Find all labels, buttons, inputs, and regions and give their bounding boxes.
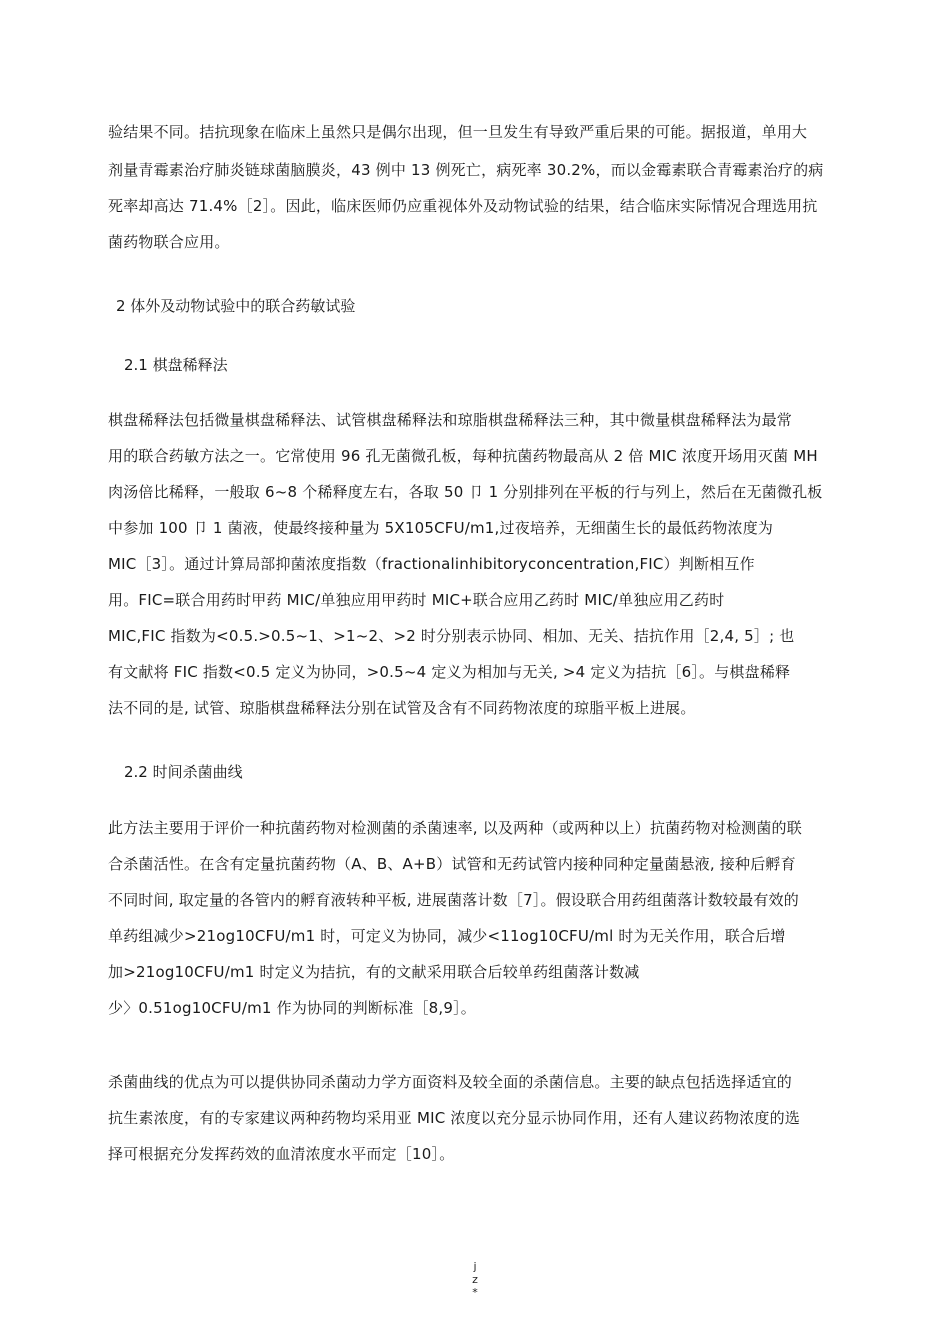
p21-line-4: 中参加 100 卩 1 菌液，使最终接种量为 5X105CFU/m1,过夜培养，无细菌生长的最低药物浓度为	[108, 519, 774, 537]
p22-line-1: 此方法主要用于评价一种抗菌药物对检测菌的杀菌速率, 以及两种（或两种以上）抗菌药物对检测菌的联	[108, 819, 802, 837]
p21-line-9: 法不同的是, 试管、琼脂棋盘稀释法分别在试管及含有不同药物浓度的琼脂平板上进展。	[108, 699, 696, 717]
p22-line-3: 不同时间, 取定量的各管内的孵育液转种平板, 进展菌落计数［7］。假设联合用药组菌落计数较最有效的	[108, 891, 799, 909]
p22-line-5: 加>21og10CFU/m1 时定义为拮抗，有的文献采用联合后较单药组菌落计数减	[108, 963, 640, 981]
intro-line-4: 菌药物联合应用。	[108, 233, 230, 251]
p22-line-6: 少〉0.51og10CFU/m1 作为协同的判断标准［8,9］。	[108, 999, 476, 1017]
p21-line-2: 用的联合药敏方法之一。它常使用 96 孔无菌微孔板，每种抗菌药物最高从 2 倍 MIC 浓度开场用灭菌 MH	[108, 447, 818, 465]
p21-line-7: MIC,FIC 指数为<0.5.>0.5~1、>1~2、>2 时分别表示协同、相加、无关、拮抗作用［2,4, 5］; 也	[108, 627, 795, 645]
section-2-title: 2 体外及动物试验中的联合药敏试验	[116, 297, 356, 315]
pcurve-line-1: 杀菌曲线的优点为可以提供协同杀菌动力学方面资料及较全面的杀菌信息。主要的缺点包括选择适宜的	[108, 1073, 793, 1091]
intro-line-2: 剂量青霉素治疗肺炎链球菌脑膜炎，43 例中 13 例死亡，病死率 30.2%，而以金霉素联合青霉素治疗的病	[108, 161, 824, 179]
page-footer	[469, 1260, 481, 1299]
intro-line-1: 验结果不同。拮抗现象在临床上虽然只是偶尔出现，但一旦发生有导致严重后果的可能。据报道，单用大	[108, 123, 808, 141]
p21-line-6: 用。FIC=联合用药时甲药 MIC/单独应用甲药时 MIC+联合应用乙药时 MIC/单独应用乙药时	[108, 591, 725, 609]
footer-char-3: *	[472, 1286, 478, 1299]
intro-line-3: 死率却高达 71.4%［2］。因此，临床医师仍应重视体外及动物试验的结果，结合临床实际情况合理选用抗	[108, 197, 818, 215]
p21-line-5: MIC［3］。通过计算局部抑菌浓度指数（fractionalinhibitoryconcentration,FIC）判断相互作	[108, 555, 755, 573]
footer-char-2: z	[472, 1273, 478, 1286]
p21-line-8: 有文献将 FIC 指数<0.5 定义为协同，>0.5~4 定义为相加与无关, >4 定义为拮抗［6］。与棋盘稀释	[108, 663, 791, 681]
p21-line-1: 棋盘稀释法包括微量棋盘稀释法、试管棋盘稀释法和琼脂棋盘稀释法三种，其中微量棋盘稀释法为最常	[108, 411, 793, 429]
p22-line-2: 合杀菌活性。在含有定量抗菌药物（A、B、A+B）试管和无药试管内接种同种定量菌悬液, 接种后孵育	[108, 855, 796, 873]
section-2-1-title: 2.1 棋盘稀释法	[124, 356, 228, 374]
pcurve-line-2: 抗生素浓度，有的专家建议两种药物均采用亚 MIC 浓度以充分显示协同作用，还有人建议药物浓度的选	[108, 1109, 800, 1127]
p22-line-4: 单药组减少>21og10CFU/m1 时，可定义为协同，减少<11og10CFU/ml 时为无关作用，联合后增	[108, 927, 786, 945]
pcurve-line-3: 择可根据充分发挥药效的血清浓度水平而定［10］。	[108, 1145, 455, 1163]
p21-line-3: 肉汤倍比稀释，一般取 6~8 个稀释度左右，各取 50 卩 1 分别排列在平板的行与列上，然后在无菌微孔板	[108, 483, 823, 501]
section-2-2-title: 2.2 时间杀菌曲线	[124, 763, 243, 781]
footer-char-1: j	[473, 1260, 477, 1273]
